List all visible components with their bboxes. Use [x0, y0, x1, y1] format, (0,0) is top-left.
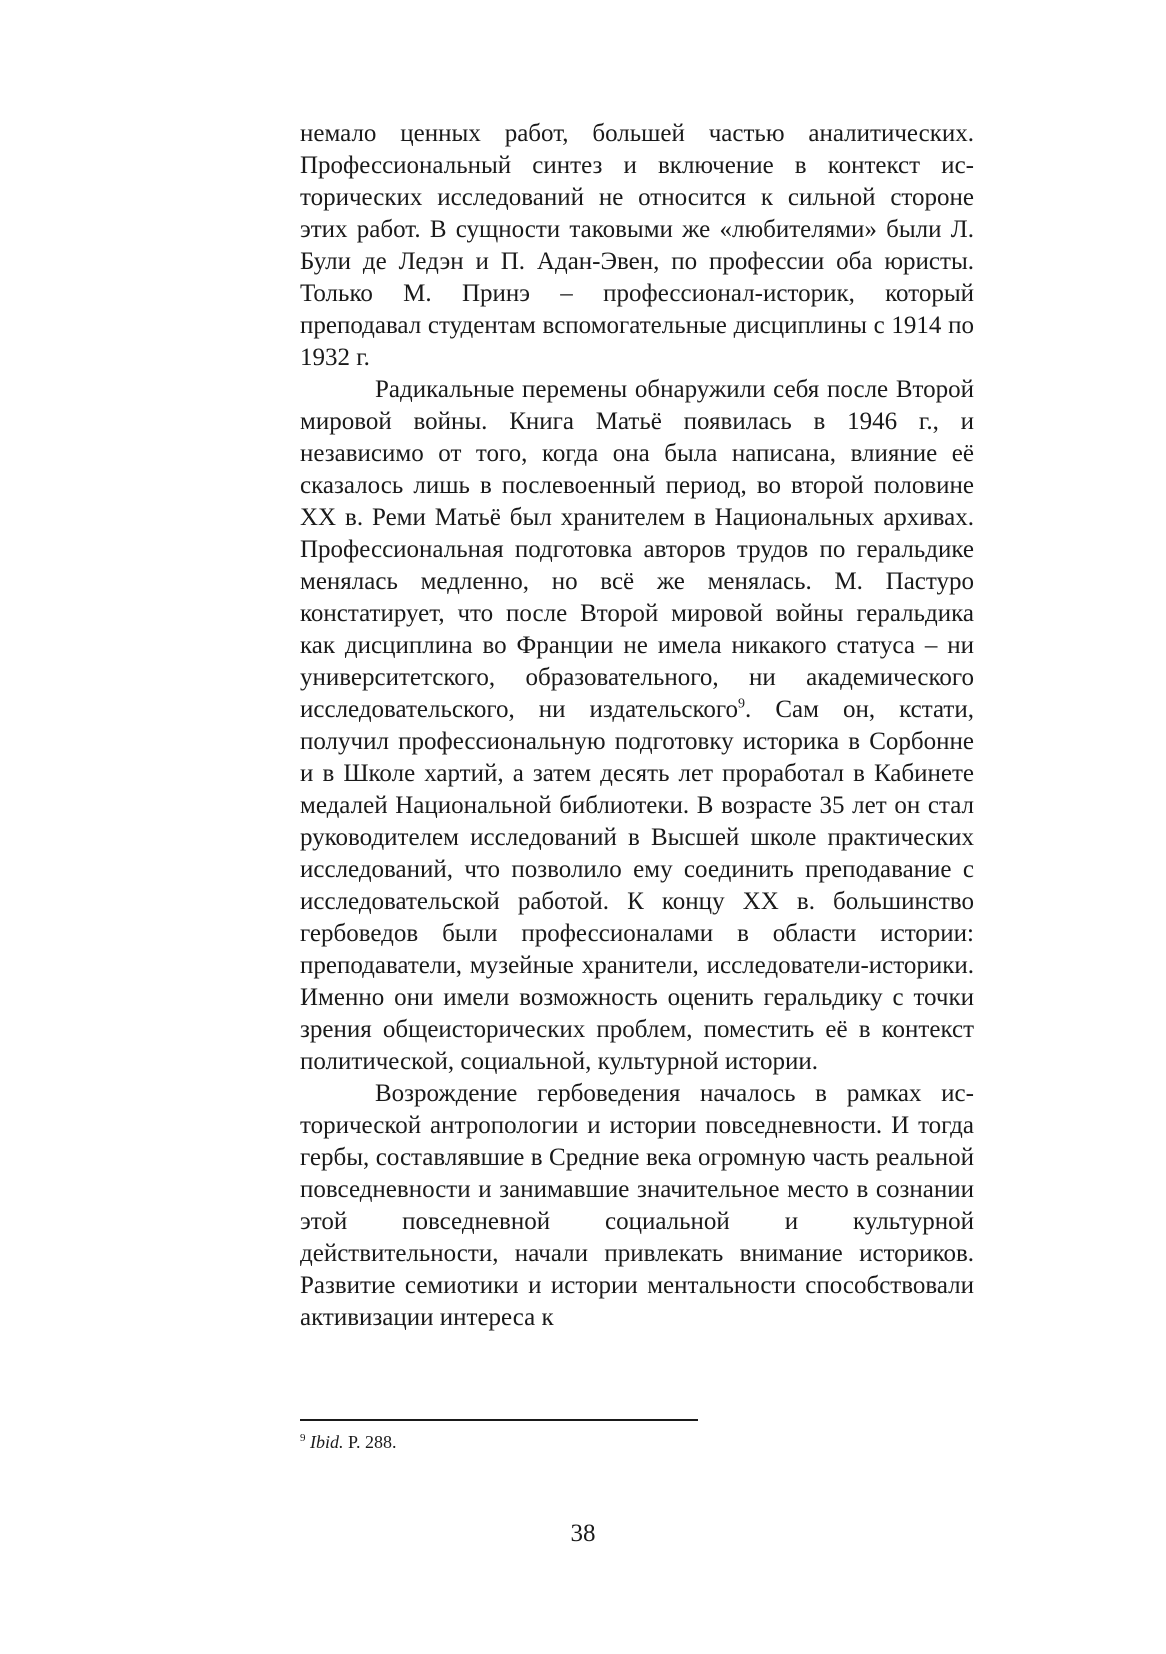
paragraph-2-text-end: . Сам он, кстати, получил профессиональную подготовку историка в Сорбонне и в Школе хартий, а затем десять лет проработал в Кабинете медалей Национальной библиотеки. В возрасте 35 лет он стал руководителем исследований в Высшей школе практических исследований, что позволило ему соединить преподавание с исследовательской работой. К концу XX в. большинство гербоведов были профессионалами в области истории: преподаватели, музейные хранители, исследователи-историки. Именно они имели возможность оценить геральдику с точки зрения общеисторических проблем, поместить её в контекст политической, социальной, культурной истории. — [300, 696, 974, 1075]
paragraph-1: немало ценных работ, большей частью аналитических. Профессиональный синтез и включение в контекст исторических исследований не относится к сильной стороне этих работ. В сущности таковыми же «любителями» были Л. Були де Ледэн и П. Адан-Эвен, по профессии оба юристы. Только М. Принэ – профессионал-историк, который преподавал студентам вспомогательные дисциплины с 1914 по 1932 г. — [300, 120, 974, 371]
page-number: 38 — [570, 1520, 596, 1547]
footnote-italic-source: Ibid. — [310, 1432, 344, 1452]
footnote — [300, 1430, 397, 1454]
paragraph-2-text-start: Радикальные перемены обнаружили себя после Второй мировой войны. Книга Матьё появилась в 1946 г., и независимо от того, когда она была написана, влияние её сказалось лишь в послевоенный период, во второй половине XX в. Реми Матьё был хранителем в Национальных архивах. Профессиональная подготовка авторов трудов по геральдике менялась медленно, но всё же менялась. М. Пастуро констатирует, что после Второй мировой войны геральдика как дисциплина во Франции не имела никакого статуса – ни университетского, образовательного, ни академического исследовательского, ни издательского — [300, 376, 974, 723]
footnote-text: P. 288. — [343, 1432, 397, 1452]
body-text — [300, 118, 974, 1334]
paragraph-2 — [300, 374, 974, 1078]
footnote-number: 9 — [300, 1432, 306, 1444]
paragraph-3: Возрождение гербоведения началось в рамках исторической антропологии и истории повседневности. И тогда гербы, составлявшие в Средние века огромную часть реальной повседневности и занимавшие значительное место в сознании этой повседневной социальной и культурной действительности, начали привлекать внимание историков. Развитие семиотики и истории ментальности способствовали активизации интереса к — [300, 1080, 974, 1331]
footnote-reference[interactable]: 9 — [738, 696, 746, 712]
footnote-separator — [300, 1419, 698, 1421]
